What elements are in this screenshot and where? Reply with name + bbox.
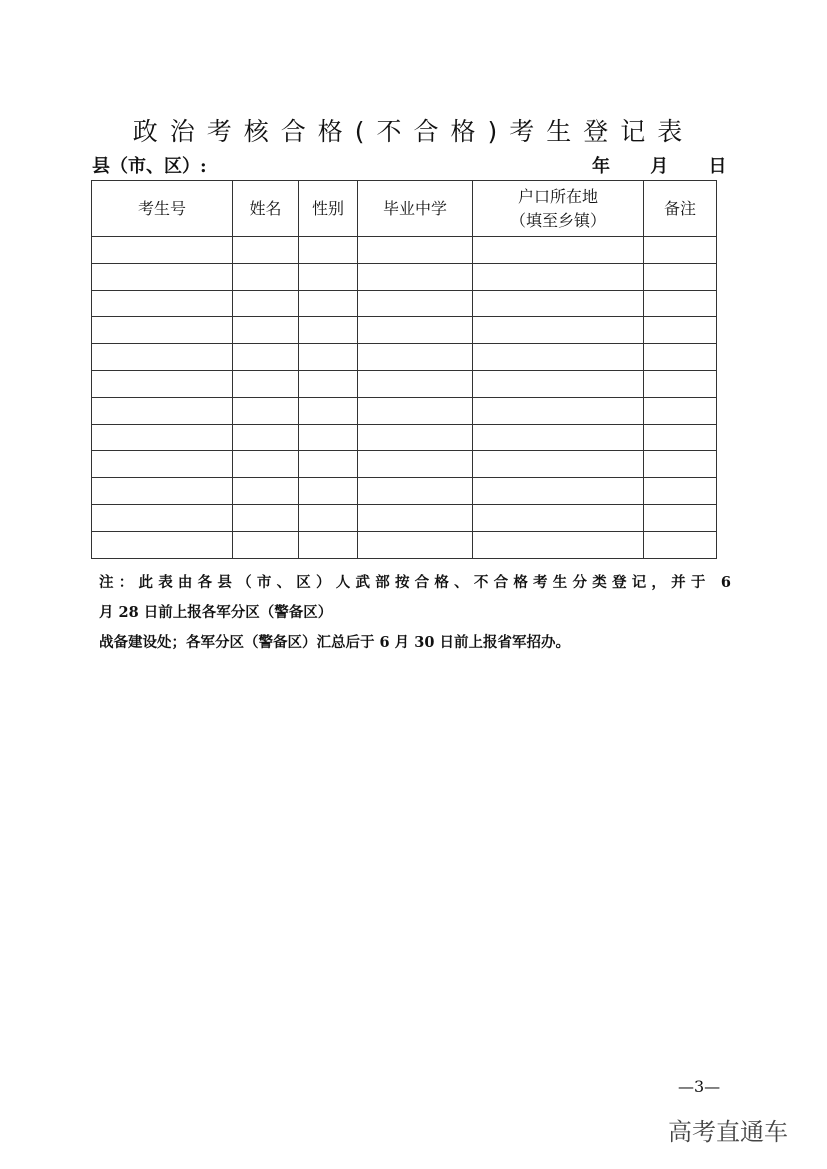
table-cell[interactable] bbox=[233, 397, 299, 424]
header-graduated-school: 毕业中学 bbox=[358, 181, 473, 237]
table-cell[interactable] bbox=[233, 504, 299, 531]
registration-table bbox=[91, 180, 717, 559]
header-household-sub: （填至乡镇） bbox=[509, 210, 606, 230]
table-row bbox=[92, 478, 717, 505]
table-cell[interactable] bbox=[299, 397, 358, 424]
table-cell[interactable] bbox=[473, 504, 644, 531]
table-cell[interactable] bbox=[473, 344, 644, 371]
table-cell[interactable] bbox=[299, 451, 358, 478]
table-cell[interactable] bbox=[92, 237, 233, 264]
table-row bbox=[92, 370, 717, 397]
table-cell[interactable] bbox=[299, 370, 358, 397]
table-cell[interactable] bbox=[233, 424, 299, 451]
table-row bbox=[92, 397, 717, 424]
table-cell[interactable] bbox=[299, 478, 358, 505]
table-cell[interactable] bbox=[473, 451, 644, 478]
table-row bbox=[92, 317, 717, 344]
table-cell[interactable] bbox=[473, 370, 644, 397]
table-cell[interactable] bbox=[233, 344, 299, 371]
table-cell[interactable] bbox=[299, 317, 358, 344]
table-cell[interactable] bbox=[358, 531, 473, 558]
note-line-1: 注：此表由各县（市、区）人武部按合格、不合格考生分类登记，并于 6 bbox=[99, 574, 731, 591]
table-cell[interactable] bbox=[473, 317, 644, 344]
table-cell[interactable] bbox=[299, 424, 358, 451]
table-cell[interactable] bbox=[92, 451, 233, 478]
table-cell[interactable] bbox=[358, 263, 473, 290]
table-cell[interactable] bbox=[644, 290, 717, 317]
table-cell[interactable] bbox=[233, 478, 299, 505]
table-cell[interactable] bbox=[92, 317, 233, 344]
table-cell[interactable] bbox=[358, 504, 473, 531]
table-cell[interactable] bbox=[92, 504, 233, 531]
table-row bbox=[92, 451, 717, 478]
table-cell[interactable] bbox=[299, 263, 358, 290]
table-cell[interactable] bbox=[644, 263, 717, 290]
table-row bbox=[92, 344, 717, 371]
table-cell[interactable] bbox=[644, 531, 717, 558]
county-label: 县（市、区）: bbox=[92, 156, 207, 177]
table-cell[interactable] bbox=[92, 370, 233, 397]
table-cell[interactable] bbox=[358, 237, 473, 264]
table-cell[interactable] bbox=[92, 344, 233, 371]
form-title: 政治考核合格(不合格)考生登记表 bbox=[132, 117, 695, 146]
notes bbox=[99, 568, 731, 658]
table-cell[interactable] bbox=[233, 370, 299, 397]
watermark-text: 高考直通车 bbox=[668, 1118, 788, 1146]
table-cell[interactable] bbox=[358, 317, 473, 344]
table-cell[interactable] bbox=[473, 397, 644, 424]
table-cell[interactable] bbox=[233, 290, 299, 317]
table-header-row bbox=[92, 181, 717, 237]
table-cell[interactable] bbox=[233, 237, 299, 264]
table-cell[interactable] bbox=[644, 504, 717, 531]
table-cell[interactable] bbox=[299, 290, 358, 317]
table-cell[interactable] bbox=[358, 370, 473, 397]
note-line-3: 战备建设处；各军分区（警备区）汇总后于 6 月 30 日前上报省军招办。 bbox=[99, 634, 570, 651]
table-cell[interactable] bbox=[644, 344, 717, 371]
table-row bbox=[92, 504, 717, 531]
table-cell[interactable] bbox=[92, 531, 233, 558]
table-row bbox=[92, 263, 717, 290]
table-cell[interactable] bbox=[644, 237, 717, 264]
table-cell[interactable] bbox=[233, 317, 299, 344]
note-line-2: 月 28 日前上报各军分区（警备区） bbox=[99, 604, 333, 621]
table-cell[interactable] bbox=[299, 504, 358, 531]
table-cell[interactable] bbox=[644, 451, 717, 478]
header-household-location bbox=[473, 181, 644, 237]
table-cell[interactable] bbox=[233, 451, 299, 478]
table-body bbox=[92, 237, 717, 559]
table-cell[interactable] bbox=[358, 290, 473, 317]
table-cell[interactable] bbox=[233, 263, 299, 290]
table-cell[interactable] bbox=[473, 263, 644, 290]
table-cell[interactable] bbox=[644, 370, 717, 397]
table-cell[interactable] bbox=[358, 424, 473, 451]
table-cell[interactable] bbox=[358, 397, 473, 424]
table-cell[interactable] bbox=[358, 451, 473, 478]
table-row bbox=[92, 531, 717, 558]
table-cell[interactable] bbox=[644, 478, 717, 505]
table-cell[interactable] bbox=[299, 237, 358, 264]
table-row bbox=[92, 290, 717, 317]
table-row bbox=[92, 424, 717, 451]
table-cell[interactable] bbox=[358, 478, 473, 505]
table-cell[interactable] bbox=[299, 344, 358, 371]
table-cell[interactable] bbox=[473, 424, 644, 451]
table-cell[interactable] bbox=[299, 531, 358, 558]
table-cell[interactable] bbox=[92, 290, 233, 317]
header-gender: 性别 bbox=[299, 181, 358, 237]
table-cell[interactable] bbox=[92, 397, 233, 424]
table-cell[interactable] bbox=[644, 424, 717, 451]
table-cell[interactable] bbox=[473, 531, 644, 558]
header-remarks: 备注 bbox=[644, 181, 717, 237]
header-name: 姓名 bbox=[233, 181, 299, 237]
header-exam-number: 考生号 bbox=[92, 181, 233, 237]
table-row bbox=[92, 237, 717, 264]
table-cell[interactable] bbox=[473, 290, 644, 317]
table-cell[interactable] bbox=[92, 424, 233, 451]
table-cell[interactable] bbox=[233, 531, 299, 558]
table-cell[interactable] bbox=[92, 478, 233, 505]
table-cell[interactable] bbox=[92, 263, 233, 290]
table-cell[interactable] bbox=[644, 317, 717, 344]
table-cell[interactable] bbox=[644, 397, 717, 424]
date-label: 年 月 日 bbox=[592, 156, 727, 177]
header-household-label: 户口所在地 bbox=[517, 186, 598, 206]
table-cell[interactable] bbox=[358, 344, 473, 371]
page-number: —3— bbox=[678, 1077, 721, 1096]
table-cell[interactable] bbox=[473, 478, 644, 505]
table-cell[interactable] bbox=[473, 237, 644, 264]
